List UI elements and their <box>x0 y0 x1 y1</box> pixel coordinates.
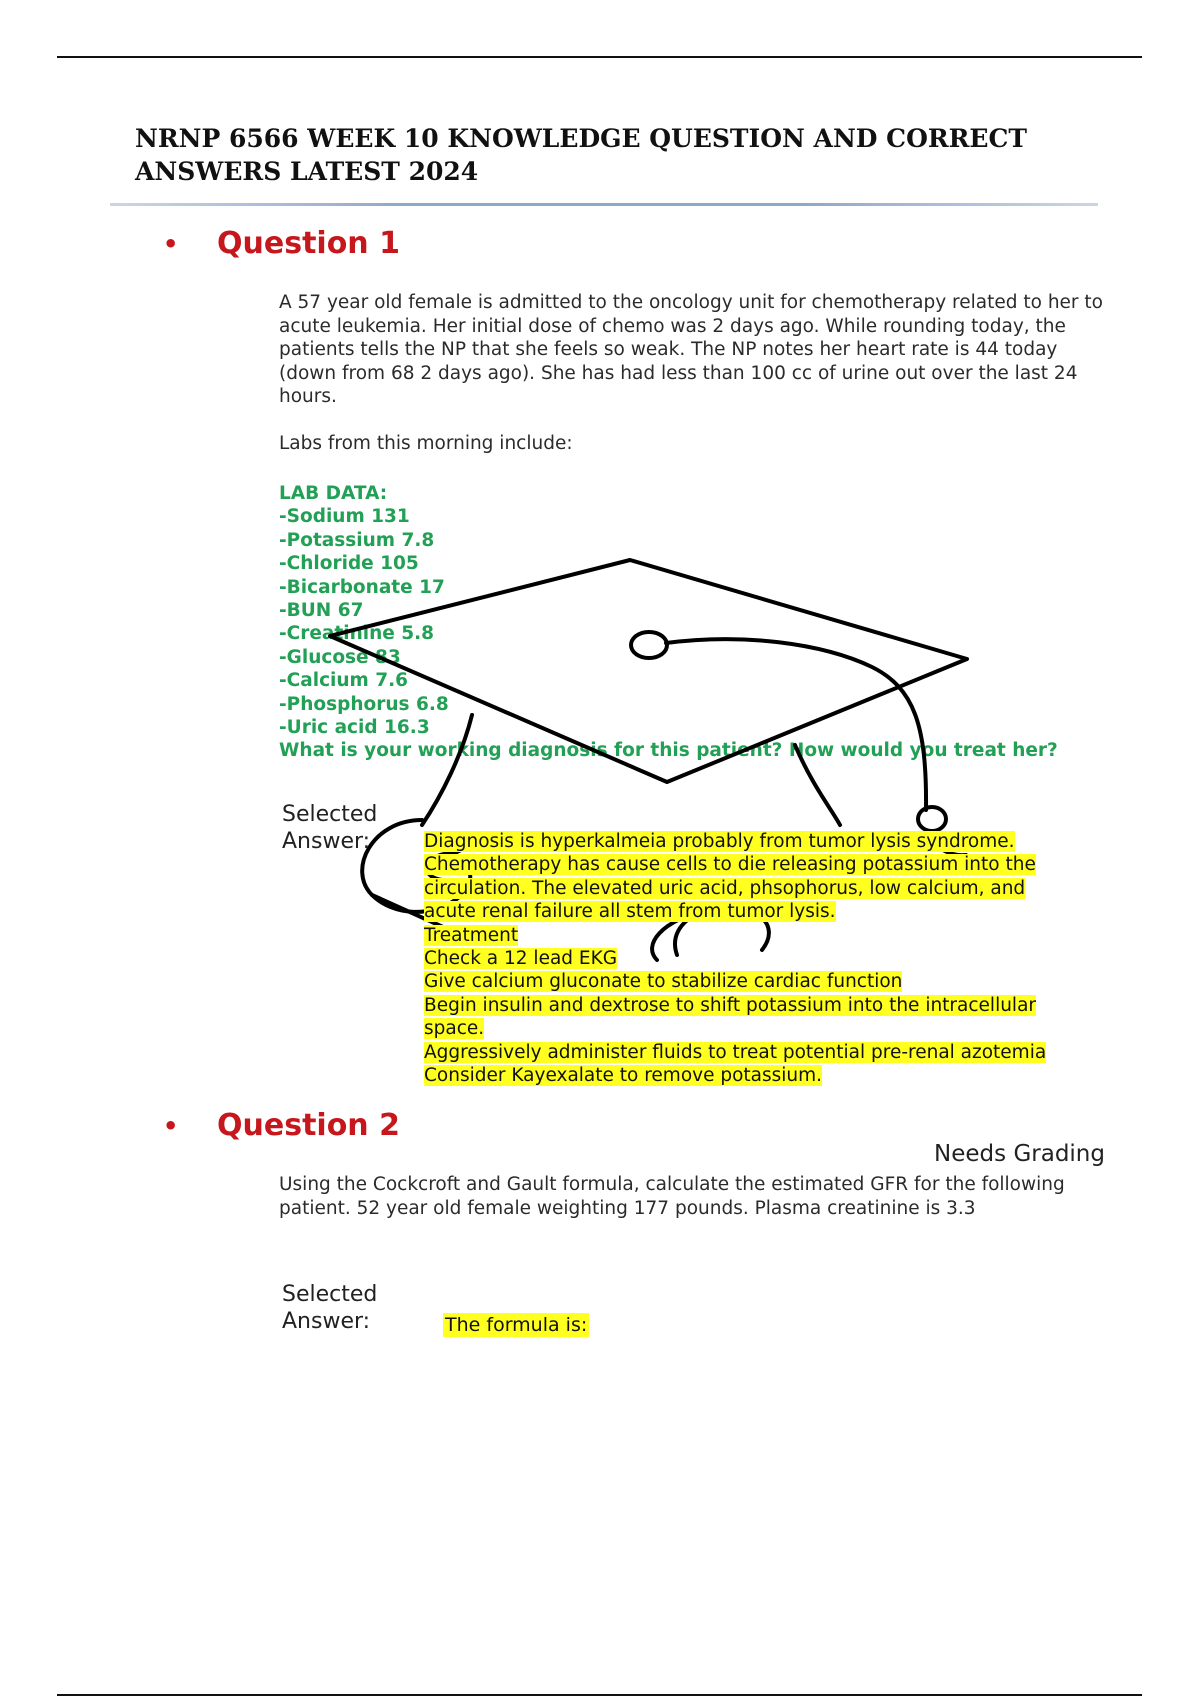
question-2-heading <box>163 1108 400 1143</box>
selected-label-line: Selected <box>282 802 378 827</box>
bullet-icon <box>163 230 217 258</box>
lab-data-line: -Bicarbonate 17 <box>279 576 445 598</box>
answer-line <box>424 994 1114 1017</box>
answer-line-text: acute renal failure all stem from tumor lysis. <box>424 901 836 923</box>
answer-line-text: Aggressively administer fluids to treat potential pre-renal azotemia <box>424 1041 1047 1063</box>
answer-line <box>424 853 1114 876</box>
answer-line-text: Diagnosis is hyperkalmeia probably from tumor lysis syndrome. <box>424 831 1015 852</box>
answer-line-text: space. <box>424 1018 485 1040</box>
lab-data-line: LAB DATA: <box>279 483 388 504</box>
question-1-title: Question 1 <box>217 226 400 261</box>
answer-line-text: Treatment <box>424 924 519 946</box>
lab-data-line: What is your working diagnosis for this patient? How would you treat her? <box>279 740 1058 762</box>
title-underline <box>110 203 1098 206</box>
answer-line <box>424 1041 1114 1064</box>
answer-line <box>424 970 1114 993</box>
question-1-prompt: A 57 year old female is admitted to the oncology unit for chemotherapy related to her to acute leukemia. Her initial dose of chemo was 2 days ago. While rounding today, the patients tells the NP that she feels so weak. The NP notes her heart rate is 44 today (down from 68 2 days ago). She has had less than 100 cc of urine out over the last 24 hours. <box>279 292 1103 407</box>
bottom-rule <box>57 1694 1142 1696</box>
answer-label-line: Answer: <box>282 1309 371 1334</box>
document-title: NRNP 6566 WEEK 10 KNOWLEDGE QUESTION AND CORRECT ANSWERS LATEST 2024 <box>135 124 1027 186</box>
lab-data-list <box>279 482 1099 763</box>
lab-data-line: -Potassium 7.8 <box>279 529 435 551</box>
labs-intro: Labs from this morning include: <box>279 433 573 454</box>
question-2-selected-answer: The formula is: <box>445 1314 588 1336</box>
answer-line-text: Give calcium gluconate to stabilize cardiac function <box>424 971 903 993</box>
answer-line <box>424 924 1114 947</box>
answer-line-text: circulation. The elevated uric acid, phsophorus, low calcium, and <box>424 877 1026 899</box>
answer-line-text: Begin insulin and dextrose to shift potassium into the intracellular <box>424 994 1037 1016</box>
answer-line-text: Check a 12 lead EKG <box>424 948 618 970</box>
bullet-icon <box>163 1112 217 1140</box>
top-rule <box>57 56 1142 58</box>
answer-line <box>424 1017 1114 1040</box>
question-1-heading <box>163 226 400 261</box>
lab-data-line: -Calcium 7.6 <box>279 670 409 692</box>
answer-line <box>424 947 1114 970</box>
answer-line <box>424 1064 1114 1087</box>
answer-line-text: Consider Kayexalate to remove potassium. <box>424 1065 823 1087</box>
answer-label-line: Answer: <box>282 829 371 854</box>
lab-data-line: -Creatinine 5.8 <box>279 623 435 645</box>
grading-status: Needs Grading <box>934 1141 1105 1167</box>
answer-line <box>424 900 1114 923</box>
lab-data-line: -Sodium 131 <box>279 506 410 528</box>
lab-data-line: -BUN 67 <box>279 600 364 622</box>
answer-line <box>424 830 1114 853</box>
lab-data-line: -Phosphorus 6.8 <box>279 693 449 715</box>
answer-line <box>424 877 1114 900</box>
lab-data-line: -Chloride 105 <box>279 553 419 575</box>
question-1-selected-label <box>282 801 377 855</box>
question-1-selected-answer <box>424 830 1114 1087</box>
lab-data-line: -Uric acid 16.3 <box>279 717 430 739</box>
lab-data-line: -Glucose 83 <box>279 646 401 668</box>
selected-label-line: Selected <box>282 1282 378 1307</box>
question-2-prompt: Using the Cockcroft and Gault formula, calculate the estimated GFR for the following patient. 52 year old female weighting 177 pounds. Plasma creatinine is 3.3 <box>279 1174 1065 1219</box>
question-2-selected-label <box>282 1281 377 1335</box>
answer-line-text: Chemotherapy has cause cells to die releasing potassium into the <box>424 854 1036 876</box>
question-2-title: Question 2 <box>217 1108 400 1143</box>
